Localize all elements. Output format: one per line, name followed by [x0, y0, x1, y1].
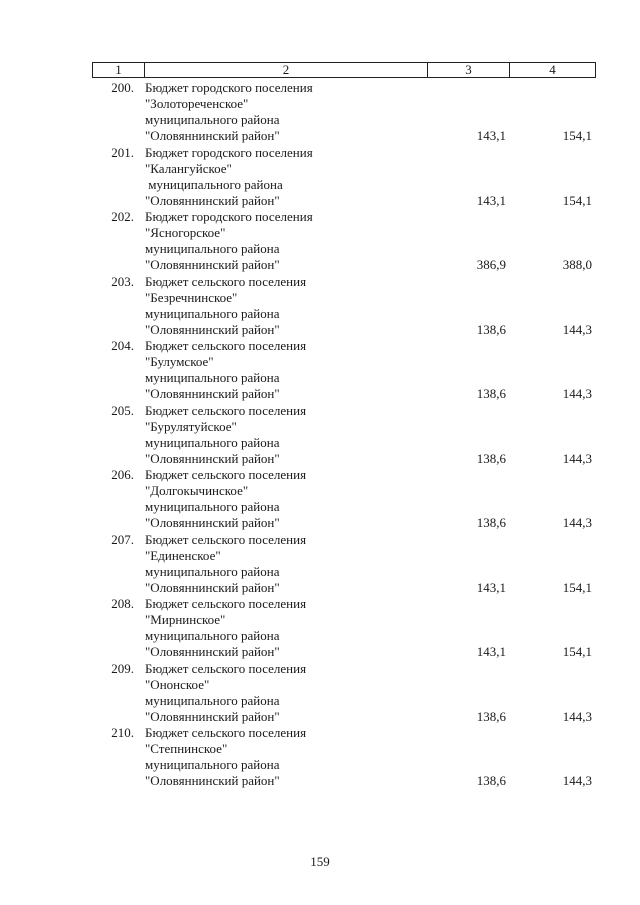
page-number: 159 [310, 854, 330, 869]
budget-name-line: "Оловяннинский район" [145, 580, 280, 595]
value-col-3: 138,6 [476, 386, 506, 401]
budget-name-line: муниципального района [145, 499, 280, 514]
budget-name-line: Бюджет сельского поселения [145, 467, 307, 482]
budget-name-line: "Единенское" [145, 548, 221, 563]
budget-name-line: "Калангуйское" [145, 161, 232, 176]
budget-name-line: "Безречнинское" [145, 290, 238, 305]
value-col-4: 144,3 [562, 709, 592, 724]
value-col-3: 138,6 [476, 515, 506, 530]
row-number: 209. [111, 661, 134, 676]
budget-name-line: "Оловяннинский район" [145, 451, 280, 466]
value-col-3: 143,1 [476, 193, 506, 208]
row-number: 210. [111, 725, 134, 740]
budget-name-line: "Оловяннинский район" [145, 128, 280, 143]
budget-name-line: "Золотореченское" [145, 96, 249, 111]
row-number: 200. [111, 80, 134, 95]
header-col-3: 3 [428, 63, 510, 77]
value-col-4: 144,3 [562, 515, 592, 530]
row-number: 201. [111, 145, 134, 160]
budget-name-line: муниципального района [145, 177, 283, 192]
value-col-4: 144,3 [562, 451, 592, 466]
row-number: 202. [111, 209, 134, 224]
budget-name-line: Бюджет сельского поселения [145, 403, 307, 418]
value-col-4: 154,1 [562, 644, 592, 659]
budget-name-line: муниципального района [145, 693, 280, 708]
budget-name-line: "Оловяннинский район" [145, 709, 280, 724]
value-col-4: 154,1 [562, 193, 592, 208]
value-col-4: 154,1 [562, 580, 592, 595]
value-col-4: 388,0 [562, 257, 592, 272]
budget-name-line: Бюджет городского поселения [145, 80, 313, 95]
row-number: 208. [111, 596, 134, 611]
budget-name-line: Бюджет сельского поселения [145, 274, 307, 289]
budget-name-line: Бюджет городского поселения [145, 209, 313, 224]
budget-name-line: Бюджет сельского поселения [145, 338, 307, 353]
header-col-1: 1 [93, 63, 145, 77]
budget-name-line: Бюджет сельского поселения [145, 661, 307, 676]
budget-name-line: "Оловяннинский район" [145, 515, 280, 530]
value-col-4: 154,1 [562, 128, 592, 143]
budget-name-line: муниципального района [145, 306, 280, 321]
value-col-3: 143,1 [476, 128, 506, 143]
budget-name-line: "Оловяннинский район" [145, 193, 280, 208]
budget-name-line: "Степнинское" [145, 741, 228, 756]
value-col-3: 143,1 [476, 580, 506, 595]
table-header [92, 62, 596, 78]
header-col-2: 2 [145, 63, 428, 77]
budget-name-line: муниципального района [145, 112, 280, 127]
budget-name-line: "Ононское" [145, 677, 210, 692]
header-col-4: 4 [549, 62, 556, 77]
row-number: 204. [111, 338, 134, 353]
value-col-4: 144,3 [562, 322, 592, 337]
budget-name-line: "Оловяннинский район" [145, 386, 280, 401]
row-number: 206. [111, 467, 134, 482]
budget-name-line: "Ясногорское" [145, 225, 226, 240]
row-number: 203. [111, 274, 134, 289]
budget-name-line: муниципального района [145, 757, 280, 772]
budget-name-line: Бюджет городского поселения [145, 145, 313, 160]
budget-name-line: муниципального района [145, 241, 280, 256]
value-col-3: 138,6 [476, 773, 506, 788]
budget-name-line: "Оловяннинский район" [145, 644, 280, 659]
row-number: 205. [111, 403, 134, 418]
budget-name-line: муниципального района [145, 564, 280, 579]
budget-name-line: "Оловяннинский район" [145, 773, 280, 788]
budget-name-line: "Долгокычинское" [145, 483, 249, 498]
budget-name-line: муниципального района [145, 435, 280, 450]
budget-name-line: муниципального района [145, 370, 280, 385]
budget-name-line: Бюджет сельского поселения [145, 532, 307, 547]
budget-name-line: "Бурулятуйское" [145, 419, 237, 434]
budget-name-line: "Мирнинское" [145, 612, 226, 627]
budget-name-line: Бюджет сельского поселения [145, 725, 307, 740]
budget-name-line: "Оловяннинский район" [145, 322, 280, 337]
value-col-3: 138,6 [476, 322, 506, 337]
budget-name-line: "Булумское" [145, 354, 214, 369]
budget-name-line: муниципального района [145, 628, 280, 643]
value-col-3: 138,6 [476, 709, 506, 724]
row-number: 207. [111, 532, 134, 547]
value-col-4: 144,3 [562, 386, 592, 401]
budget-name-line: "Оловяннинский район" [145, 257, 280, 272]
value-col-3: 138,6 [476, 451, 506, 466]
budget-name-line: Бюджет сельского поселения [145, 596, 307, 611]
value-col-3: 386,9 [476, 257, 506, 272]
value-col-4: 144,3 [562, 773, 592, 788]
value-col-3: 143,1 [476, 644, 506, 659]
